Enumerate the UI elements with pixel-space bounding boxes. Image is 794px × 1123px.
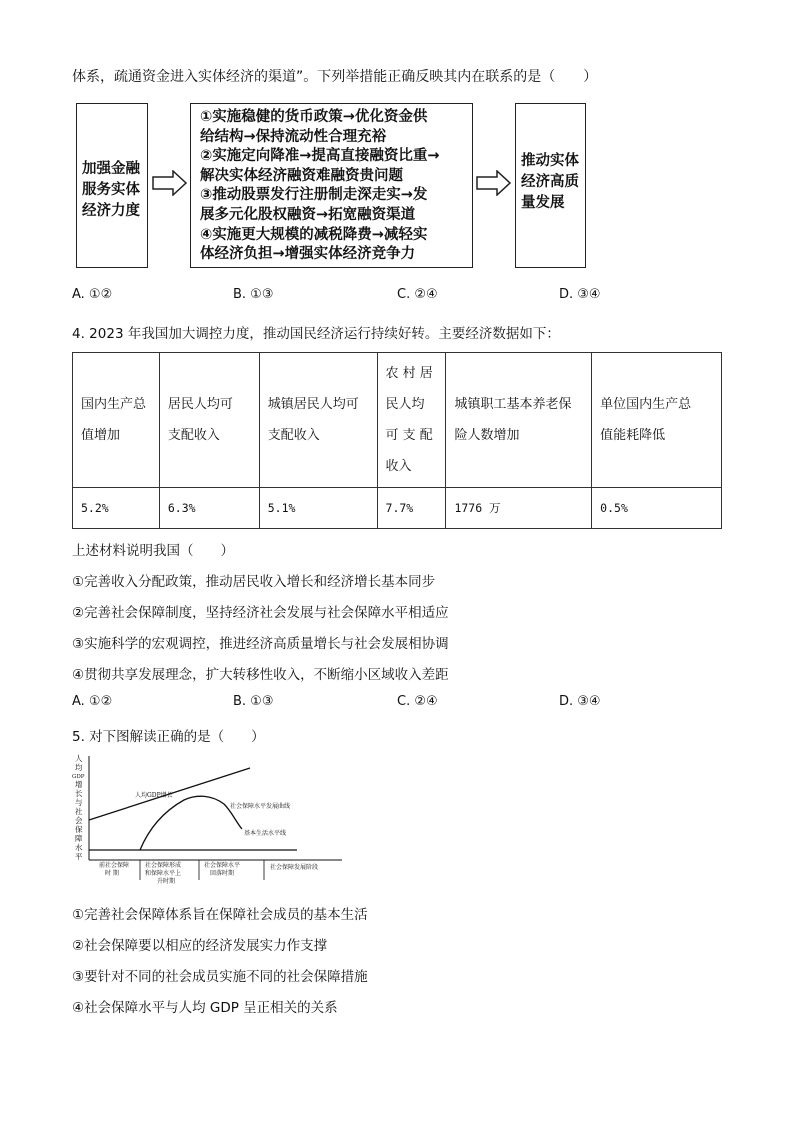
table-cell: 5.2% [73,488,160,529]
table-header-cell [446,353,592,488]
header-line: 居民人均可 [167,397,233,412]
header-line: 农 村 居 [385,366,433,381]
table-cell: 6.3% [159,488,259,529]
flow-middle-line: 体经济负担→增强实体经济竞争力 [200,246,416,263]
option-a[interactable]: A. ①② [72,694,113,709]
table-cell: 0.5% [592,488,722,529]
q4-options [72,694,692,714]
stage-label: 回落时期 [210,870,235,877]
table-header-cell [592,353,722,488]
option-c[interactable]: C. ②④ [397,287,438,302]
flow-middle-line: 给结构→保持流动性合理充裕 [200,128,387,145]
q4-statement-2: ②完善社会保障制度，坚持经济社会发展与社会保障水平相适应 [72,605,449,621]
table-row [73,488,722,529]
header-line: 值能耗降低 [600,428,666,443]
option-d[interactable]: D. ③④ [559,694,601,709]
series-label-basic-living: 基本生活水平线 [244,830,287,837]
q5-statement-4: ④社会保障水平与人均 GDP 呈正相关的关系 [72,1000,338,1016]
q3-options [72,287,692,307]
stage-label: 升时期 [157,878,176,885]
table-header-row [73,353,722,488]
option-b[interactable]: B. ①③ [233,287,274,302]
q4-stem: 4. 2023 年我国加大调控力度，推动国民经济运行持续好转。主要经济数据如下： [72,326,560,342]
y-label-char: 增 [75,780,83,789]
flow-middle-line: ④实施更大规模的减税降费→减轻实 [200,226,428,243]
stage-label: 和保障水平上 [145,870,182,877]
stage-label: 社会保障发展阶段 [270,864,319,871]
header-line: 民人均 [385,397,425,412]
stage-label: 时 期 [105,870,119,877]
series-line-social-security [140,796,242,850]
table-header-cell [159,353,259,488]
flow-left-line: 加强金融 [82,161,140,177]
economic-data-table [72,352,722,529]
y-label-char: 会 [75,816,83,825]
option-c[interactable]: C. ②④ [397,694,438,709]
header-line: 收入 [385,459,412,474]
y-label-char: 人 [75,754,83,763]
flow-right-line: 经济高质 [521,174,579,190]
header-line: 支配收入 [167,428,220,443]
header-line: 险人数增加 [454,428,520,443]
option-a[interactable]: A. ①② [72,287,113,302]
q5-statement-3: ③要针对不同的社会成员实施不同的社会保障措施 [72,969,368,985]
series-label-gdp: 人均GDP增长 [135,792,173,799]
arrow-right-icon [476,170,512,196]
flow-middle-line: ①实施稳健的货币政策→优化资金供 [200,109,428,125]
q3-intro: 体系，疏通资金进入实体经济的渠道”。下列举措能正确反映其内在联系的是（ ） [72,69,598,85]
table-cell: 7.7% [377,488,446,529]
header-line: 城镇职工基本养老保 [454,397,572,412]
option-b[interactable]: B. ①③ [233,694,274,709]
flow-middle-line: 解决实体经济融资难融资贵问题 [200,167,403,184]
series-label-social-security: 社会保障水平发展曲线 [230,803,291,810]
y-label-char: 长 [75,789,83,798]
q5-stem: 5. 对下图解读正确的是（ ） [72,729,265,745]
table-cell: 5.1% [259,488,377,529]
q5-statement-1: ①完善社会保障体系旨在保障社会成员的基本生活 [72,907,368,923]
header-line: 可 支 配 [385,428,433,443]
flow-middle-box [190,103,473,268]
table-header-cell [259,353,377,488]
q4-statement-4: ④贯彻共享发展理念，扩大转移性收入，不断缩小区域收入差距 [72,667,449,683]
flow-middle-line: 展多元化股权融资→拓宽融资渠道 [200,206,416,223]
stage-label: 前社会保障 [99,862,130,869]
flow-middle-line: ②实施定向降准→提高直接融资比重→ [200,148,440,165]
y-label-char: 均 [75,763,83,772]
social-security-chart [72,752,342,892]
flow-left-line: 服务实体 [82,182,140,198]
header-line: 单位国内生产总 [600,397,692,412]
header-line: 国内生产总 [81,397,147,412]
flow-right-line: 推动实体 [521,153,579,169]
q4-statement-1: ①完善收入分配政策，推动居民收入增长和经济增长基本同步 [72,574,436,590]
option-d[interactable]: D. ③④ [559,287,601,302]
header-line: 城镇居民人均可 [267,397,359,412]
stage-label: 社会保障形成 [145,862,182,869]
flow-right-box [515,103,586,268]
table-header-cell [73,353,160,488]
header-line: 值增加 [81,428,121,443]
flow-right-line: 量发展 [521,195,565,211]
y-label-char: 水 [75,843,83,852]
y-label-char: 障 [75,834,83,843]
arrow-right-icon [152,170,188,196]
y-label-char: 平 [75,852,83,861]
y-label-char: GDP [72,774,85,780]
y-label-char: 社 [75,807,83,816]
y-label-char: 保 [75,825,83,834]
header-line: 支配收入 [267,428,320,443]
flow-left-box [76,103,148,268]
q5-statement-2: ②社会保障要以相应的经济发展实力作支撑 [72,938,328,954]
flow-left-line: 经济力度 [82,203,140,219]
q4-statement-3: ③实施科学的宏观调控，推进经济高质量增长与社会发展相协调 [72,636,449,652]
stage-label: 社会保障水平 [204,862,241,869]
table-cell: 1776 万 [446,488,592,529]
table-header-cell [377,353,446,488]
y-label-char: 与 [75,798,83,807]
flow-middle-line: ③推动股票发行注册制走深走实→发 [200,187,428,204]
q4-question: 上述材料说明我国（ ） [72,543,234,559]
